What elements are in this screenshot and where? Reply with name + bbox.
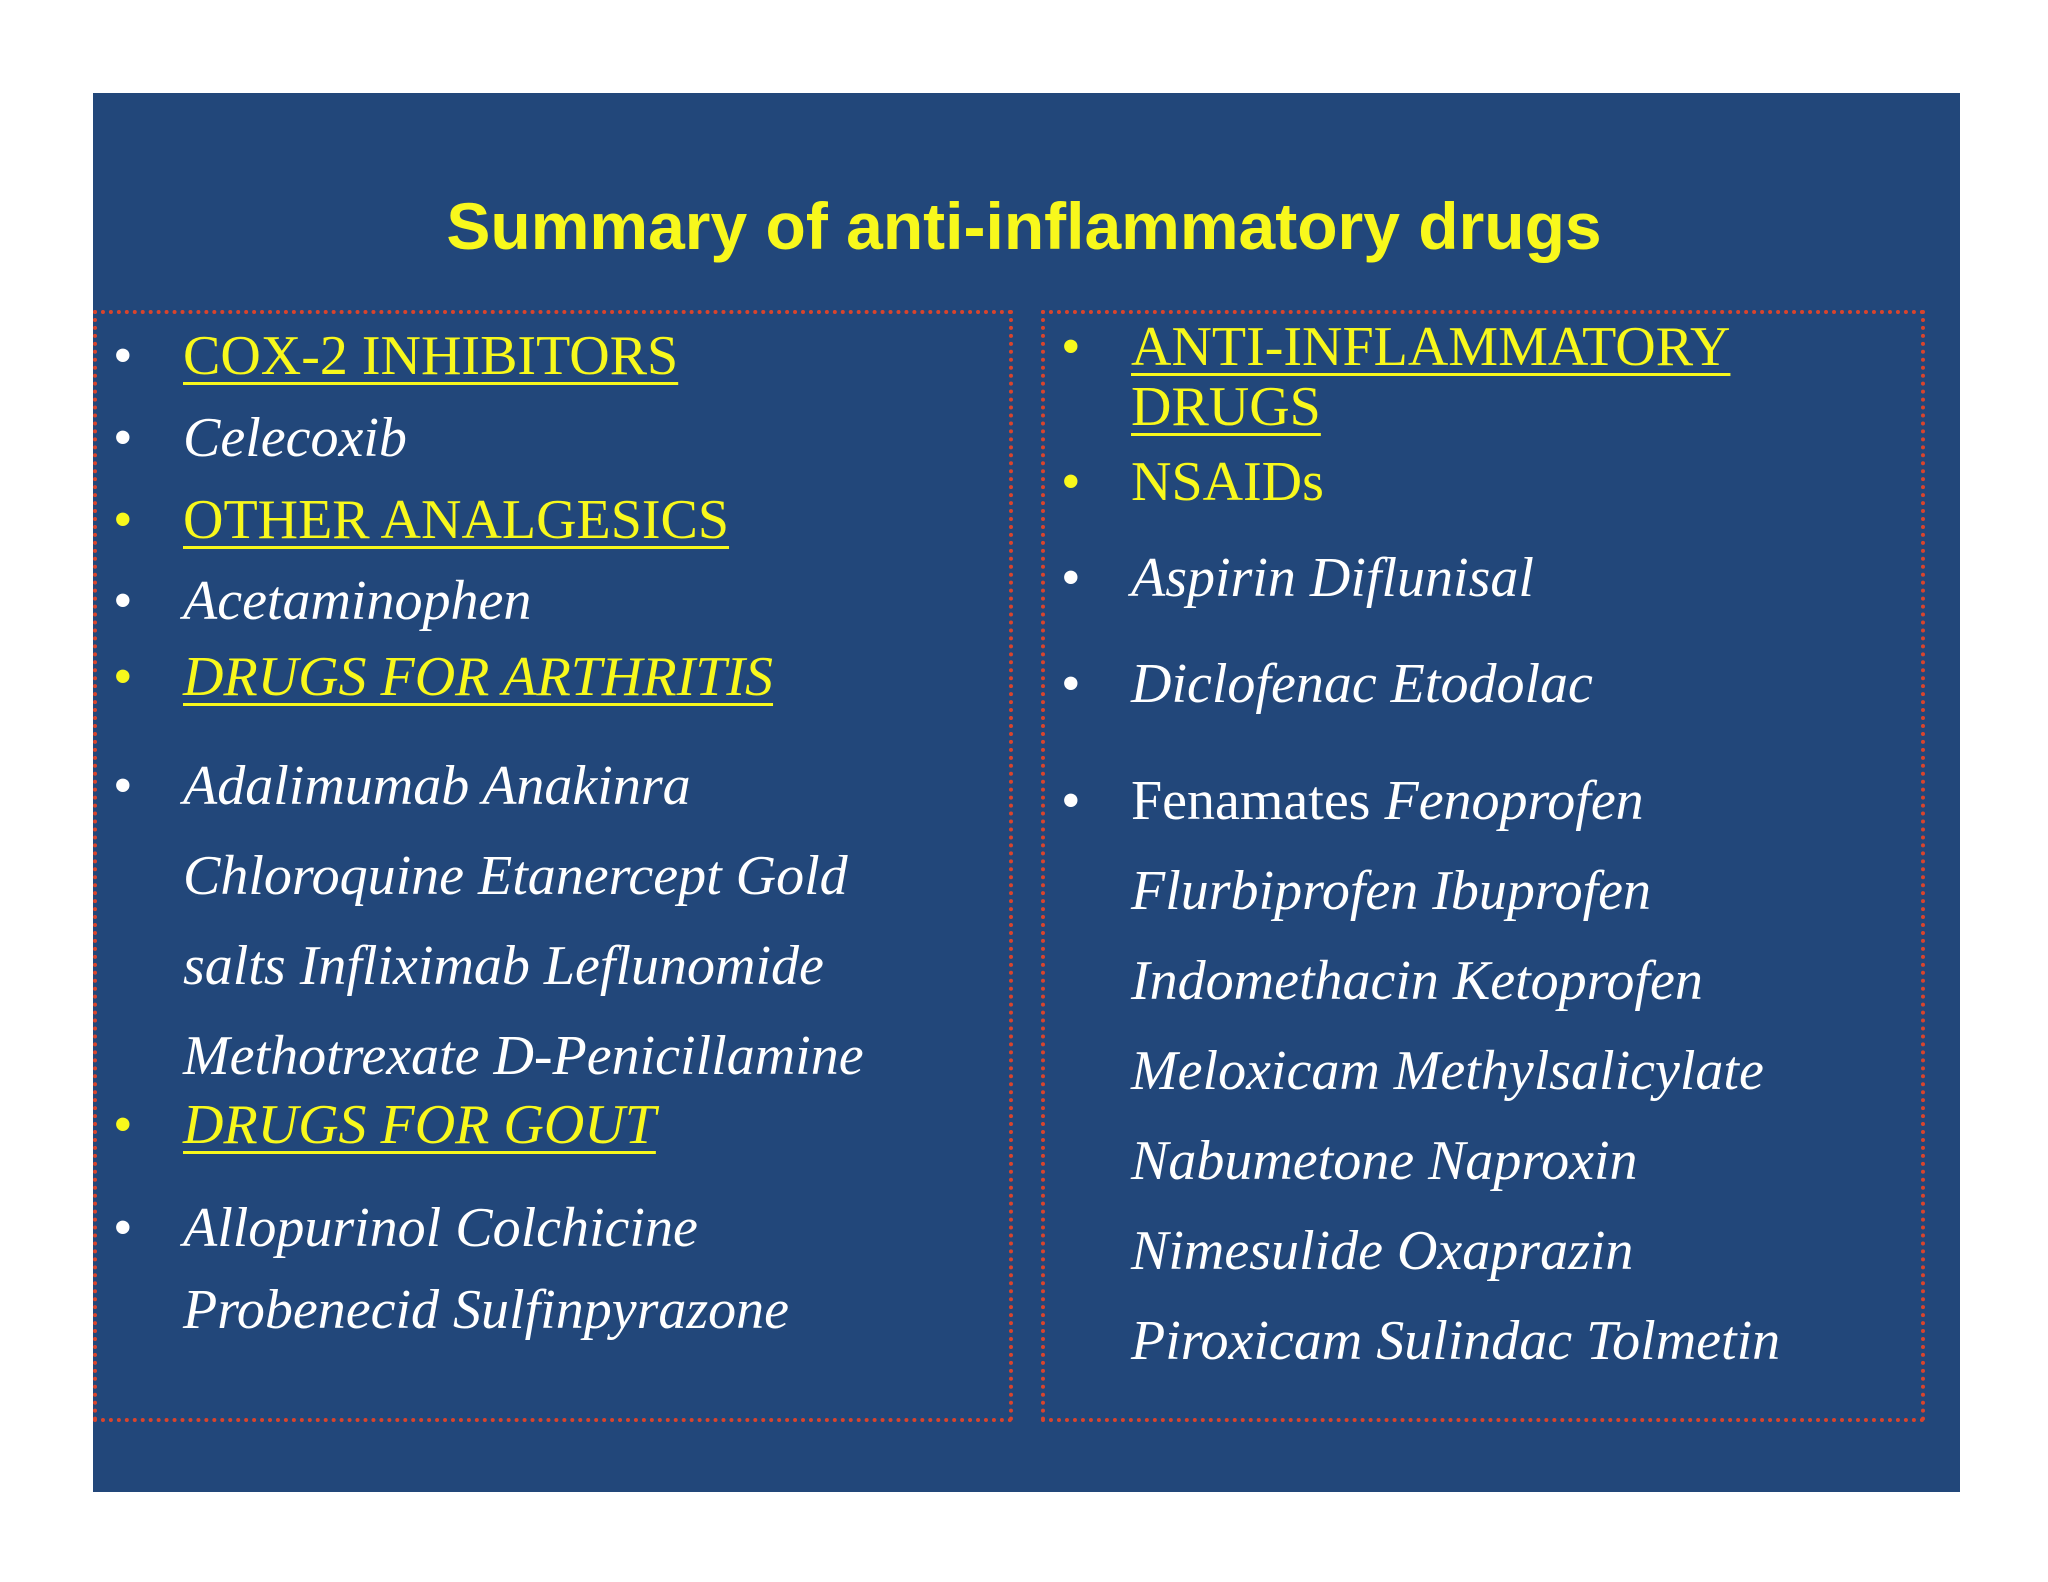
other-analgesics-label: OTHER ANALGESICS [183, 489, 730, 551]
fenamates-text: Fenamates [1131, 770, 1371, 832]
bullet-icon: • [113, 1094, 133, 1156]
diclofenac-etodolac-text: Diclofenac Etodolac [1131, 653, 1593, 715]
gout-drug-list [113, 1187, 790, 1351]
bullet-icon: • [1061, 451, 1081, 513]
cox2-inhibitors-label: COX-2 INHIBITORS [183, 325, 679, 387]
analgesic-drug-list [113, 570, 532, 632]
arthritis-drug-list [113, 741, 864, 1101]
anti-inflammatory-label-line: ANTI-INFLAMMATORY [1131, 316, 1731, 378]
fenoprofen-text: Fenoprofen [1384, 770, 1644, 832]
nsaid-drug-line: Meloxicam Methylsalicylate [1131, 1040, 1764, 1102]
arthritis-drug-line: salts Infliximab Leflunomide [183, 935, 824, 997]
aspirin-diflunisal-text: Aspirin Diflunisal [1131, 547, 1534, 609]
bullet-icon: • [1061, 653, 1081, 715]
celecoxib-text: Celecoxib [183, 407, 407, 469]
nsaid-drug-line-1 [1061, 547, 1534, 609]
nsaid-drug-line: Piroxicam Sulindac Tolmetin [1131, 1310, 1781, 1372]
bullet-icon: • [113, 755, 133, 817]
nsaids-label: NSAIDs [1131, 451, 1324, 513]
bullet-icon: • [113, 407, 133, 469]
gout-drug-line: Allopurinol Colchicine [183, 1197, 698, 1259]
acetaminophen-text: Acetaminophen [183, 570, 532, 632]
anti-inflammatory-heading [1061, 316, 1731, 438]
cox2-drug-list [113, 407, 407, 469]
bullet-icon: • [1061, 547, 1081, 609]
bullet-icon: • [113, 1197, 133, 1259]
nsaid-drug-list [1061, 756, 1781, 1386]
nsaid-drug-line: Nimesulide Oxaprazin [1131, 1220, 1634, 1282]
arthritis-drug-line: Adalimumab Anakinra [183, 755, 691, 817]
nsaid-drug-line: Flurbiprofen Ibuprofen [1131, 860, 1652, 922]
bullet-icon: • [113, 489, 133, 551]
arthritis-drug-line: Methotrexate D-Penicillamine [183, 1025, 864, 1087]
gout-heading [113, 1094, 656, 1156]
bullet-icon: • [113, 646, 133, 708]
bullet-icon: • [113, 325, 133, 387]
gout-label: DRUGS FOR GOUT [183, 1094, 656, 1156]
arthritis-heading [113, 646, 774, 708]
slide-title: Summary of anti-inflammatory drugs [446, 189, 1602, 263]
nsaid-drug-line-2 [1061, 653, 1593, 715]
arthritis-drug-line: Chloroquine Etanercept Gold [183, 845, 848, 907]
nsaid-drug-line: Indomethacin Ketoprofen [1131, 950, 1703, 1012]
bullet-icon: • [1061, 316, 1081, 378]
nsaids-heading [1061, 451, 1324, 513]
nsaid-drug-line: Nabumetone Naproxin [1131, 1130, 1638, 1192]
cox2-inhibitors-heading [113, 325, 679, 387]
gout-drug-line: Probenecid Sulfinpyrazone [183, 1279, 790, 1341]
anti-inflammatory-label-line: DRUGS [1131, 376, 1321, 438]
bullet-icon: • [113, 570, 133, 632]
bullet-icon: • [1061, 770, 1081, 832]
other-analgesics-heading [113, 489, 730, 551]
arthritis-label: DRUGS FOR ARTHRITIS [183, 646, 774, 708]
